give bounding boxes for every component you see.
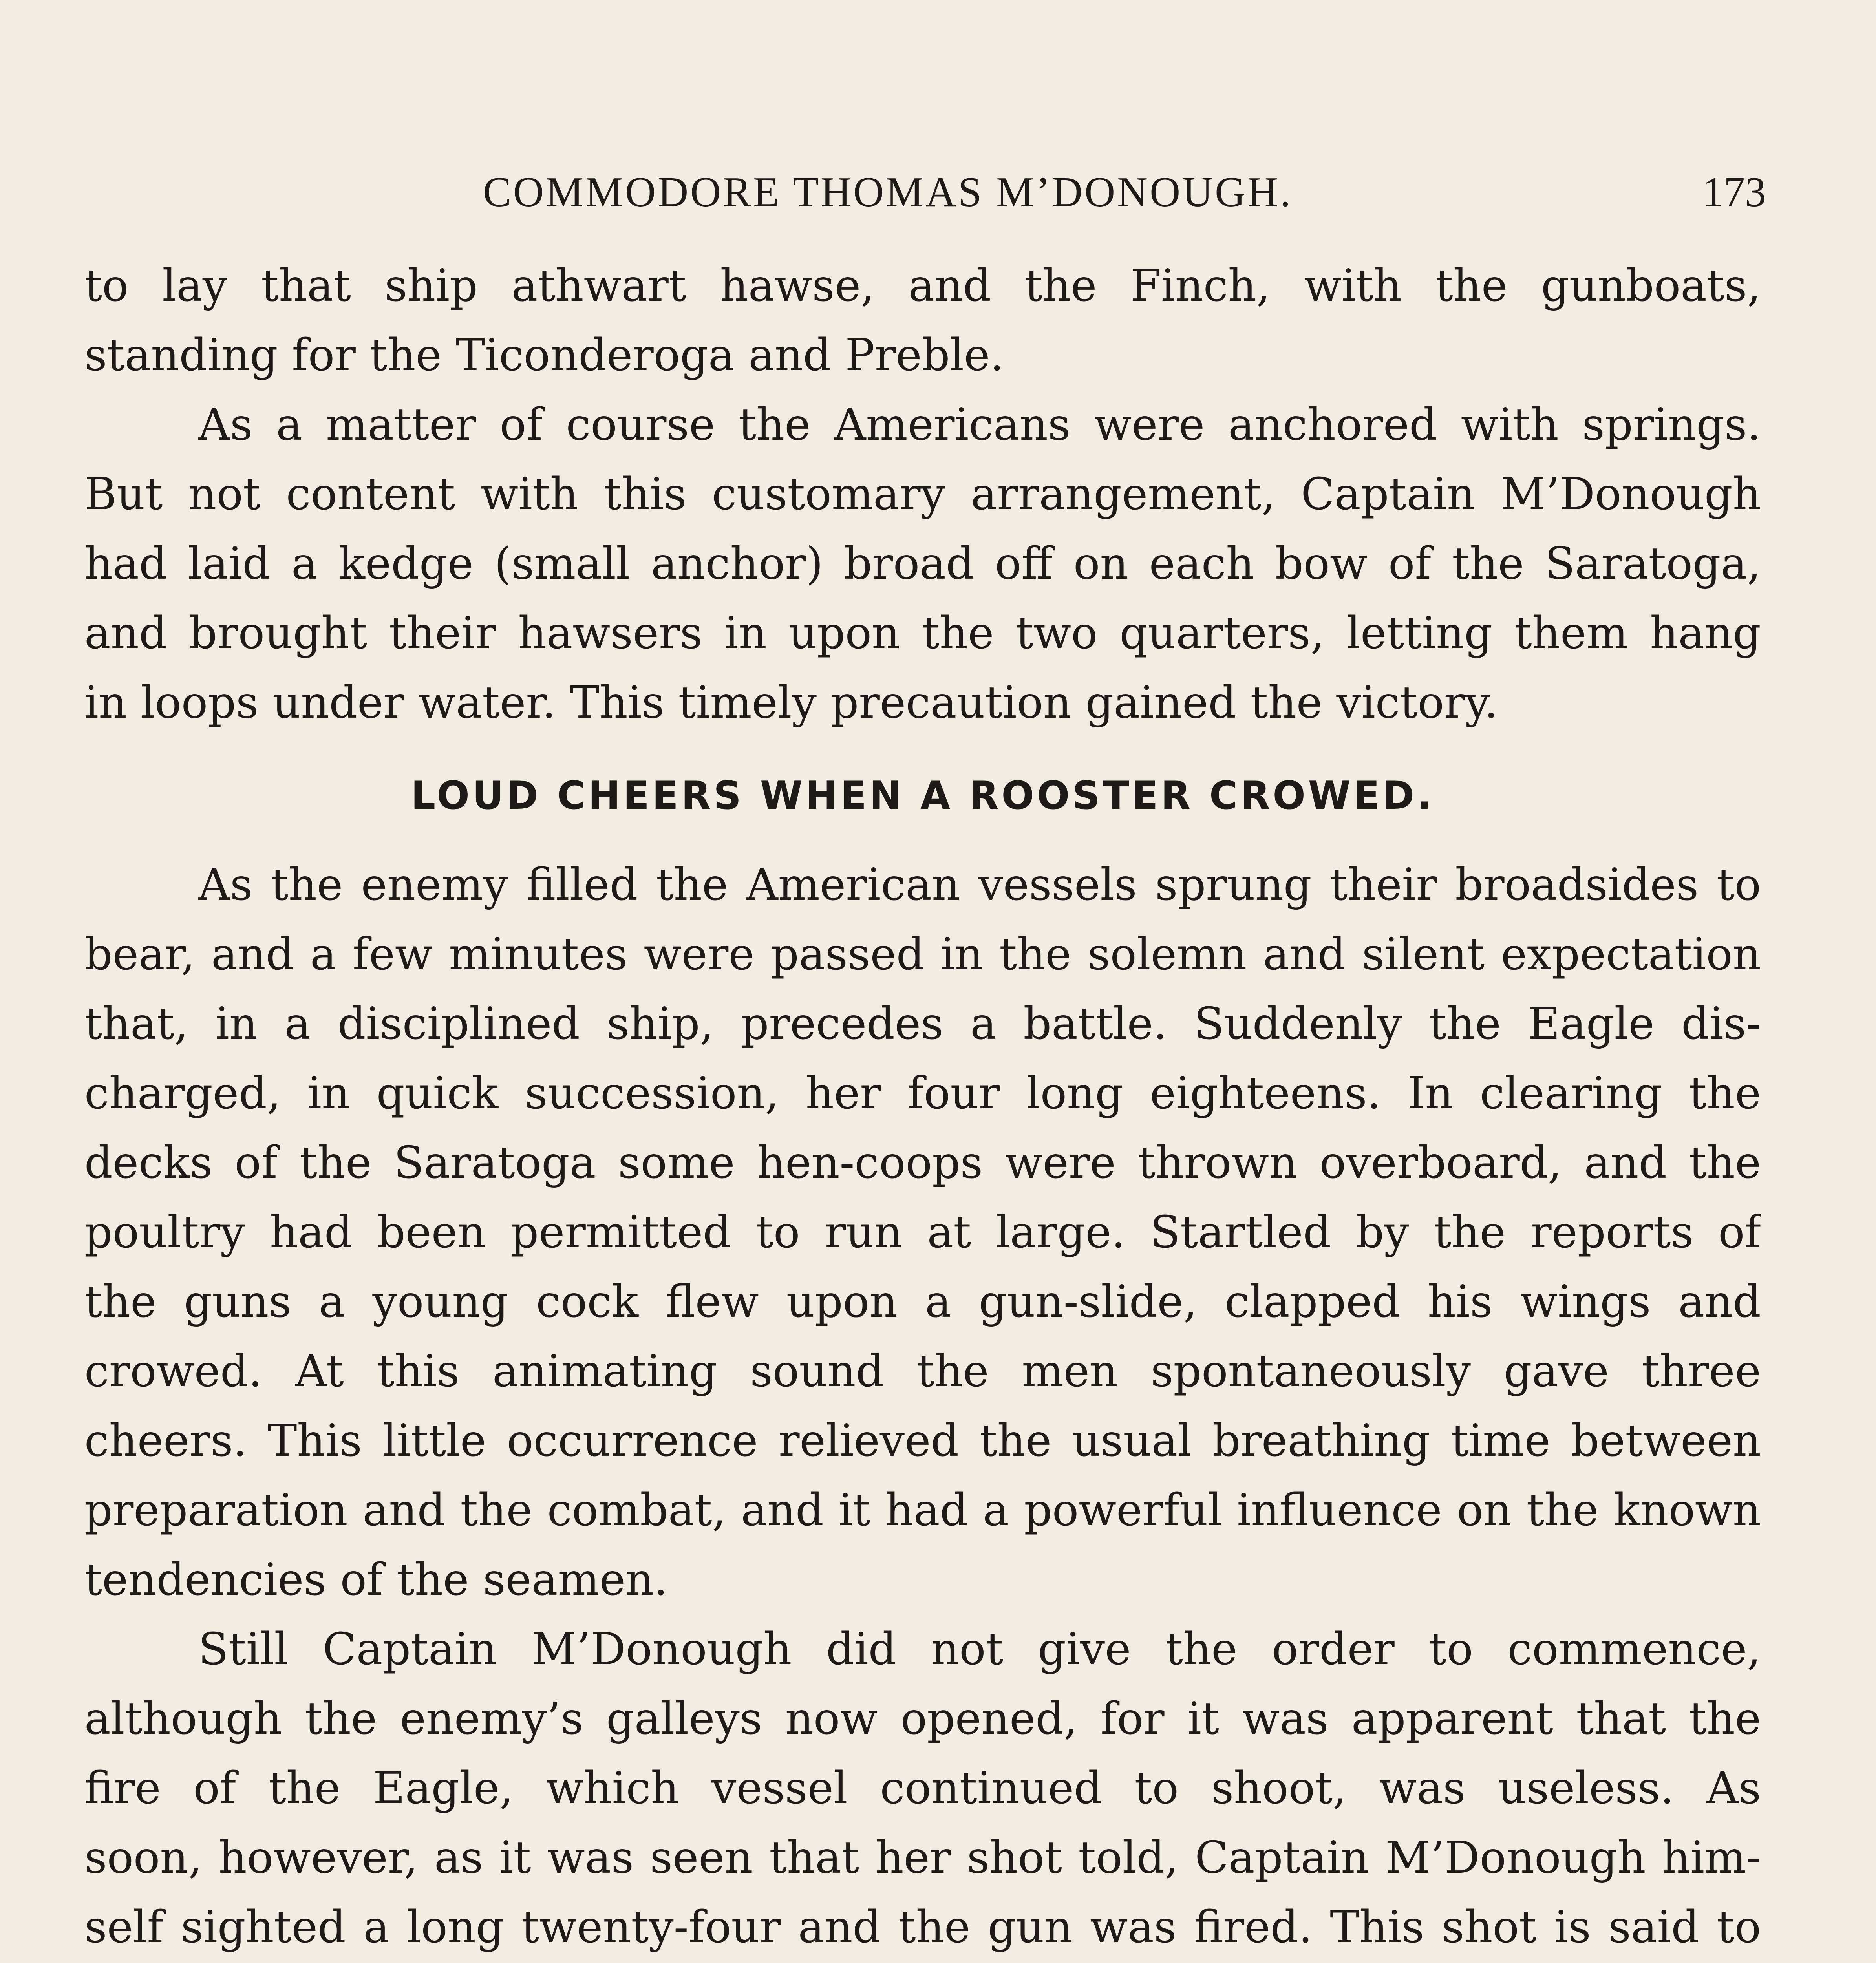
text-line: in loops under water. This timely precaution gained the victory. [84, 677, 1498, 728]
running-head: COMMODORE THOMAS M’DONOUGH. [483, 169, 1293, 216]
page-number: 173 [1702, 169, 1766, 216]
text-line: soon, however, as it was seen that her shot told, Captain M’Donough him- [84, 1832, 1761, 1883]
text-line: although the enemy’s galleys now opened, for it was apparent that the [84, 1693, 1761, 1744]
paragraph-4 [84, 1615, 1761, 1963]
text-line: standing for the Ticonderoga and Preble. [84, 330, 1004, 381]
text-line: As a matter of course the Americans were anchored with springs. [198, 399, 1761, 450]
text-line: crowed. At this animating sound the men spontaneously gave three [84, 1346, 1761, 1397]
text-line: But not content with this customary arrangement, Captain M’Donough [84, 469, 1761, 520]
text-line: decks of the Saratoga some hen-coops were thrown overboard, and the [84, 1137, 1761, 1188]
page-header [90, 165, 1766, 220]
text-line: had laid a kedge (small anchor) broad off on each bow of the Saratoga, [84, 538, 1761, 589]
paragraph-1 [84, 251, 1761, 390]
text-line: that, in a disciplined ship, precedes a battle. Suddenly the Eagle dis- [84, 998, 1761, 1049]
section-heading: LOUD CHEERS WHEN A ROOSTER CROWED. [411, 773, 1435, 818]
text-line: the guns a young cock flew upon a gun-slide, clapped his wings and [84, 1276, 1761, 1327]
text-line: bear, and a few minutes were passed in the solemn and silent expectation [84, 929, 1761, 980]
text-line: self sighted a long twenty-four and the gun was fired. This shot is said to [84, 1902, 1761, 1953]
text-line: As the enemy filled the American vessels sprung their broadsides to [198, 859, 1761, 910]
body-text [84, 251, 1761, 1963]
text-line: Still Captain M’Donough did not give the order to commence, [198, 1624, 1761, 1675]
text-line: fire of the Eagle, which vessel continued to shoot, was useless. As [84, 1763, 1761, 1814]
text-line: charged, in quick succession, her four long eighteens. In clearing the [84, 1068, 1761, 1119]
text-line: preparation and the combat, and it had a powerful influence on the known [84, 1485, 1761, 1536]
text-line: tendencies of the seamen. [84, 1554, 668, 1605]
paragraph-3 [84, 850, 1761, 1615]
text-line: and brought their hawsers in upon the two quarters, letting them hang [84, 608, 1761, 659]
text-line: poultry had been permitted to run at large. Startled by the reports of [84, 1207, 1761, 1258]
paragraph-2 [84, 390, 1761, 738]
text-line: cheers. This little occurrence relieved the usual breathing time between [84, 1415, 1761, 1466]
text-line: to lay that ship athwart hawse, and the Finch, with the gunboats, [84, 260, 1761, 311]
